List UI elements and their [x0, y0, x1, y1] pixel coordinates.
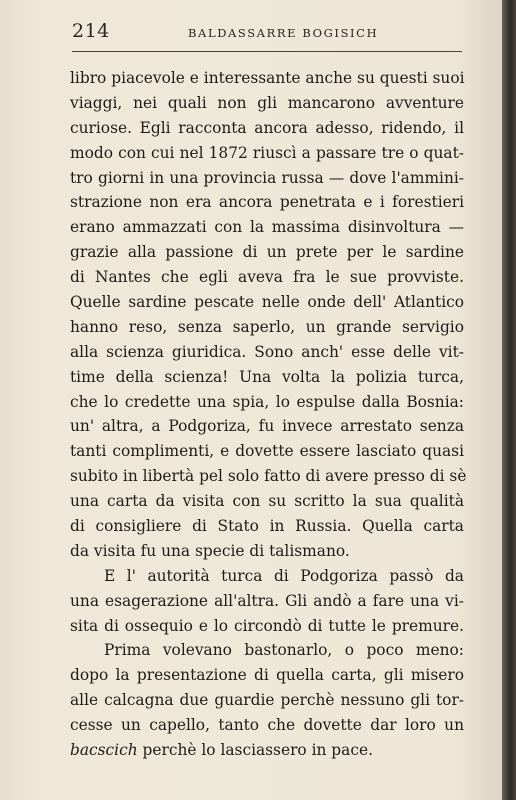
- page-body: [70, 66, 467, 763]
- header-rule: [72, 51, 462, 52]
- page-header: [72, 20, 464, 46]
- text-line: curiose. Egli racconta ancora adesso, ridendo, il: [70, 118, 464, 137]
- text-line: da visita fu una specie di talismano.: [70, 541, 350, 560]
- text-line: una carta da visita con su scritto la sua qualità: [70, 492, 464, 511]
- text-line: Prima volevano bastonarlo, o poco meno:: [104, 641, 464, 660]
- italic-word: bacscich: [70, 741, 138, 760]
- text-line: erano ammazzati con la massima disinvoltura —: [70, 218, 464, 237]
- text-line: Quelle sardine pescate nelle onde dell' Atlantico: [70, 293, 464, 312]
- text-line: sita di ossequio e lo circondò di tutte le premure.: [70, 616, 464, 635]
- text-line: di Nantes che egli aveva fra le sue provviste.: [70, 268, 464, 287]
- text-line: dopo la presentazione di quella carta, gli misero: [70, 666, 464, 685]
- text-line-final: [70, 738, 464, 763]
- page-edge: [502, 0, 516, 800]
- page-number: 214: [72, 20, 110, 42]
- text-line: modo con cui nel 1872 riuscì a passare tre o quat-: [70, 143, 464, 162]
- text-line: tanti complimenti, e dovette essere lasciato quasi: [70, 442, 464, 461]
- text-line: di consigliere di Stato in Russia. Quella carta: [70, 517, 464, 536]
- text-line: viaggi, nei quali non gli mancarono avventure: [70, 93, 464, 112]
- text-line: cesse un capello, tanto che dovette dar loro un: [70, 716, 464, 735]
- text-line: grazie alla passione di un prete per le sardine: [70, 243, 464, 262]
- text-line: time della scienza! Una volta la polizia turca,: [70, 367, 464, 386]
- final-line-rest: perchè lo lasciassero in pace.: [137, 741, 373, 760]
- text-line: tro giorni in una provincia russa — dove l'ammini-: [70, 168, 464, 187]
- text-line: una esagerazione all'altra. Gli andò a fare una vi-: [70, 591, 464, 610]
- text-line: un' altra, a Podgoriza, fu invece arrestato senza: [70, 417, 464, 436]
- text-line: E l' autorità turca di Podgoriza passò da: [104, 566, 464, 585]
- text-line: subito in libertà pel solo fatto di avere presso di sè: [70, 467, 467, 486]
- text-line: strazione non era ancora penetrata e i forestieri: [70, 193, 464, 212]
- text-line: alle calcagna due guardie perchè nessuno gli tor-: [70, 691, 464, 710]
- text-line: alla scienza giuridica. Sono anch' esse delle vit-: [70, 342, 464, 361]
- running-title: BALDASSARRE BOGISICH: [188, 26, 379, 40]
- text-line: che lo credette una spia, lo espulse dalla Bosnia:: [70, 392, 464, 411]
- text-line: libro piacevole e interessante anche su questi suoi: [70, 69, 465, 87]
- text-line: hanno reso, senza saperlo, un grande servigio: [70, 317, 464, 336]
